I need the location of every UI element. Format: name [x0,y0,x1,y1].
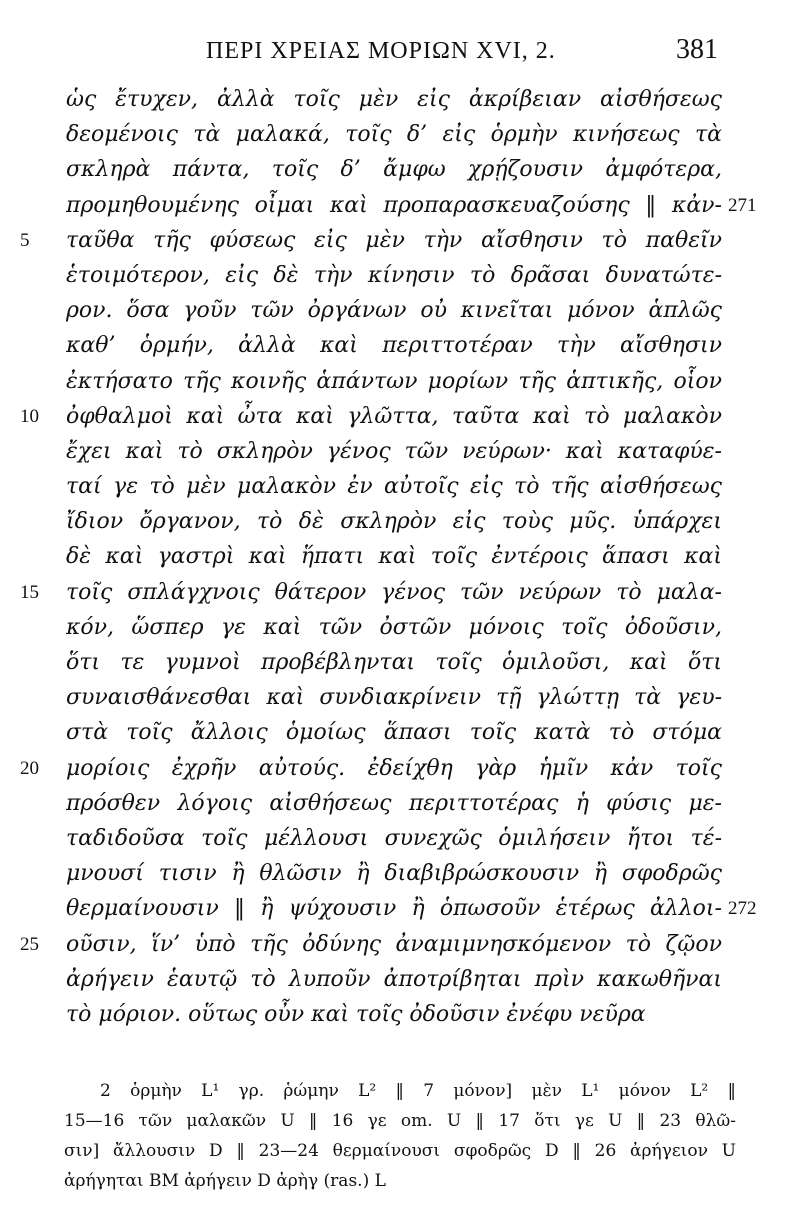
critical-apparatus [0,1076,800,1196]
text-line [0,117,800,152]
apparatus-line [0,1136,800,1166]
line-text: οῦσιν, ἵν’ ὑπὸ τῆς ὀδύνης ἀναμιμνησκόμενον τὸ ζῷον [66,931,722,957]
line-text: ταί γε τὸ μὲν μαλακὸν ἐν αὐτοῖς εἰς τὸ τῆς αἰσθήσεως [66,474,722,500]
line-text: ἔχει καὶ τὸ σκληρὸν γένος τῶν νεύρων· καὶ καταφύε- [66,438,722,464]
text-line [0,504,800,539]
line-text: θερμαίνουσιν ‖ ἢ ψύχουσιν ἢ ὁπωσοῦν ἑτέρως ἀλλοι- [66,896,722,922]
text-line [0,328,800,363]
text-line [0,927,800,962]
apparatus-line [0,1166,800,1196]
running-head [0,32,800,72]
apparatus-text: ἀρήγηται BM ἀρήγειν D ἀρὴγ (ras.) L [64,1171,386,1191]
text-line [0,997,800,1032]
line-text: ἑτοιμότερον, εἰς δὲ τὴν κίνησιν τὸ δρᾶσαι δυνατώτε- [66,262,722,288]
text-line [0,610,800,645]
page-number: 381 [676,34,718,65]
margin-page-reference: 272 [728,898,757,920]
line-text: τοῖς σπλάγχνοις θάτερον γένος τῶν νεύρων τὸ μαλα- [66,579,722,605]
text-line [0,399,800,434]
line-text: ταδιδοῦσα τοῖς μέλλουσι συνεχῶς ὁμιλήσειν ἤτοι τέ- [66,825,722,851]
text-line [0,469,800,504]
line-text: ρον. ὅσα γοῦν τῶν ὀργάνων οὐ κινεῖται μόνον ἁπλῶς [66,298,722,324]
line-text: πρόσθεν λόγοις αἰσθήσεως περιττοτέρας ἡ φύσις με- [66,790,722,816]
text-line [0,539,800,574]
line-text: προμηθουμένης οἶμαι καὶ προπαρασκευαζούσης ‖ κἀν- [66,192,722,218]
line-number: 15 [20,581,39,603]
text-line [0,856,800,891]
line-text: ἐκτήσατο τῆς κοινῆς ἁπάντων μορίων τῆς ἁπτικῆς, οἷον [66,368,722,394]
text-line [0,82,800,117]
text-line [0,152,800,187]
text-line [0,821,800,856]
text-line [0,715,800,750]
line-text: ὀφθαλμοὶ καὶ ὦτα καὶ γλῶττα, ταῦτα καὶ τὸ μαλακὸν [66,403,722,429]
line-text: τὸ μόριον. οὕτως οὖν καὶ τοῖς ὀδοῦσιν ἐνέφυ νεῦρα [66,1001,646,1027]
text-line [0,258,800,293]
line-text: δεομένοις τὰ μαλακά, τοῖς δ’ εἰς ὁρμὴν κινήσεως τὰ [66,122,722,148]
margin-page-reference: 271 [728,194,757,216]
apparatus-line [0,1106,800,1136]
text-line [0,645,800,680]
line-text: σκληρὰ πάντα, τοῖς δ’ ἄμφω χρῄζουσιν ἀμφότερα, [66,157,722,183]
apparatus-line [0,1076,800,1106]
line-text: ταῦθα τῆς φύσεως εἰς μὲν τὴν αἴσθησιν τὸ παθεῖν [66,227,722,253]
text-line [0,751,800,786]
text-line [0,786,800,821]
line-text: ὡς ἔτυχεν, ἀλλὰ τοῖς μὲν εἰς ἀκρίβειαν αἰσθήσεως [66,87,722,112]
line-number: 25 [20,933,39,955]
text-line [0,680,800,715]
apparatus-text: 2 ὁρμὴν L¹ γρ. ῥώμην L² ‖ 7 μόνον] μὲν L¹ μόνον L² ‖ [100,1081,736,1101]
line-text: στὰ τοῖς ἄλλοις ὁμοίως ἅπασι τοῖς κατὰ τὸ στόμα [66,720,722,746]
text-line [0,188,800,223]
running-title: ΠΕΡΙ ΧΡΕΙΑΣ ΜΟΡΙΩΝ XVI, 2. [206,38,556,64]
line-number: 10 [20,405,39,427]
text-line [0,293,800,328]
text-line [0,434,800,469]
line-text: συναισθάνεσθαι καὶ συνδιακρίνειν τῇ γλώττῃ τὰ γευ- [66,685,722,711]
line-text: ἀρήγειν ἑαυτῷ τὸ λυποῦν ἀποτρίβηται πρὶν κακωθῆναι [66,966,722,992]
apparatus-text: 15—16 τῶν μαλακῶν U ‖ 16 γε om. U ‖ 17 ὅτι γε U ‖ 23 θλῶ- [64,1111,736,1131]
line-text: ὅτι τε γυμνοὶ προβέβληνται τοῖς ὁμιλοῦσι, καὶ ὅτι [66,650,722,675]
line-text: μορίοις ἐχρῆν αὐτούς. ἐδείχθη γὰρ ἡμῖν κἀν τοῖς [66,755,722,781]
line-text: ἴδιον ὄργανον, τὸ δὲ σκληρὸν εἰς τοὺς μῦς. ὑπάρχει [66,509,722,535]
text-line [0,364,800,399]
line-text: δὲ καὶ γαστρὶ καὶ ἥπατι καὶ τοῖς ἐντέροις ἅπασι καὶ [66,544,722,570]
line-text: κόν, ὥσπερ γε καὶ τῶν ὀστῶν μόνοις τοῖς ὀδοῦσιν, [66,614,722,640]
apparatus-text: σιν] ἄλλουσιν D ‖ 23—24 θερμαίνουσι σφοδρῶς D ‖ 26 ἀρήγειον U [64,1141,736,1161]
line-number: 5 [20,229,30,251]
text-line [0,891,800,926]
main-text [0,82,800,1032]
text-line [0,575,800,610]
line-text: καθ’ ὁρμήν, ἀλλὰ καὶ περιττοτέραν τὴν αἴσθησιν [66,333,722,359]
text-line [0,962,800,997]
line-number: 20 [20,757,39,779]
line-text: μνουσί τισιν ἢ θλῶσιν ἢ διαβιβρώσκουσιν ἢ σφοδρῶς [66,861,722,887]
text-line [0,223,800,258]
